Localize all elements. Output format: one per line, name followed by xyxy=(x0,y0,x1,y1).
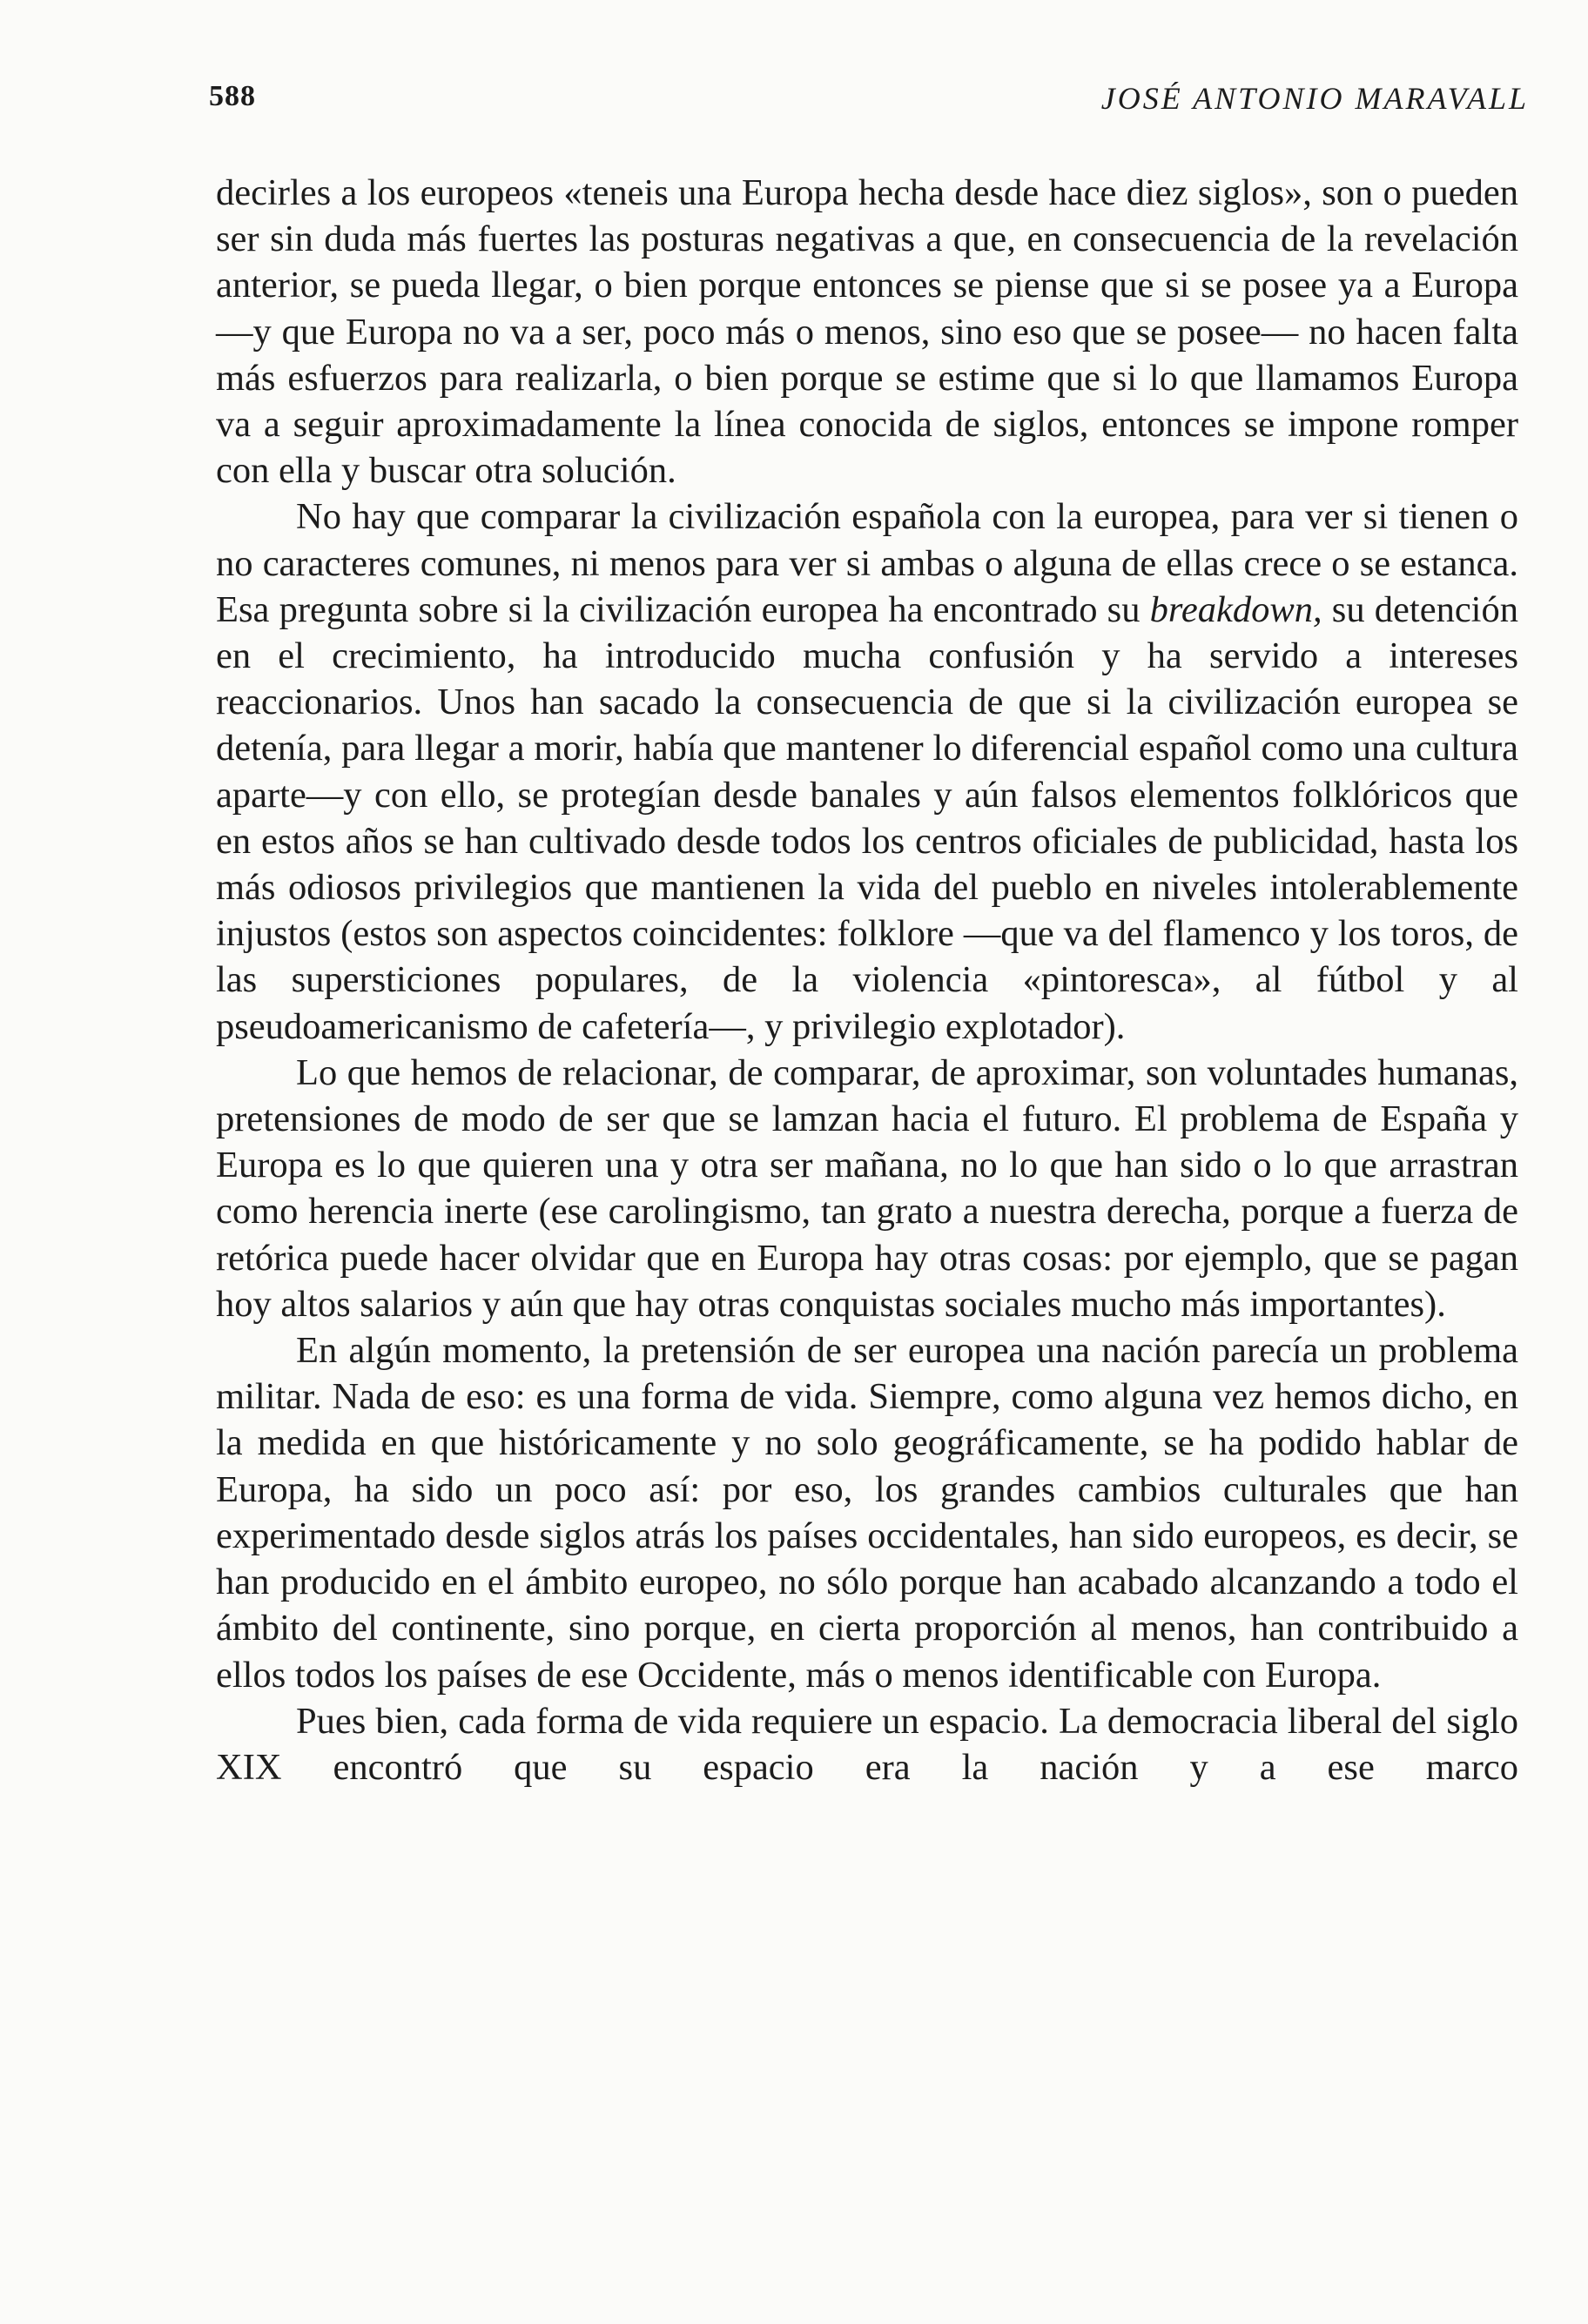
page-number: 588 xyxy=(209,80,256,112)
paragraph-text: No hay que comparar la civilización española con la europea, para ver si tienen o no caracteres comunes, ni menos para ver si ambas o alguna de ellas crece o se estanca. Esa pregunta sobre si la civilización europea ha encontrado su xyxy=(216,496,1518,630)
paragraph-5 xyxy=(216,1698,1518,1790)
paragraph-text: Lo que hemos de relacionar, de comparar, de aproximar, son voluntades humanas, pretensiones de modo de ser que se lamzan hacia el futuro. El problema de España y Europa es lo que quieren una y otra ser mañana, no lo que han sido o lo que arrastran como herencia inerte (ese carolingismo, tan grato a nuestra derecha, porque a fuerza de retórica puede hacer olvidar que en Europa hay otras cosas: por ejemplo, que se pagan hoy altos salarios y aún que hay otras conquistas sociales mucho más importantes). xyxy=(216,1051,1518,1325)
italic-term: breakdown, xyxy=(1149,588,1322,630)
paragraph-text: En algún momento, la pretensión de ser europea una nación parecía un problema militar. Nada de eso: es una forma de vida. Siempre, como alguna vez hemos dicho, en la medida en que históricamente y no solo geográficamente, se ha podido hablar de Europa, ha sido un poco así: por eso, los grandes cambios culturales que han experimentado desde siglos atrás los países occidentales, han sido europeos, es decir, se han producido en el ámbito europeo, no sólo porque han acabado alcanzando a todo el ámbito del continente, sino porque, en cierta proporción al menos, han contribuido a ellos todos los países de ese Occidente, más o menos identificable con Europa. xyxy=(216,1330,1518,1696)
paragraph-text: decirles a los europeos «teneis una Europa hecha desde hace diez siglos», son o pueden ser sin duda más fuertes las posturas negativas a que, en consecuencia de la revelación anterior, se pueda llegar, o bien porque entonces se piense que si se posee ya a Europa —y que Europa no va a ser, poco más o menos, sino eso que se posee— no hacen falta más esfuerzos para realizarla, o bien porque se estime que si lo que llamamos Europa va a seguir aproximadamente la línea conocida de siglos, entonces se impone romper con ella y buscar otra solución. xyxy=(216,172,1518,492)
paragraph-3 xyxy=(216,1050,1518,1327)
paragraph-2 xyxy=(216,494,1518,1049)
running-head: JOSÉ ANTONIO MARAVALL xyxy=(1100,81,1529,116)
paragraph-text: Pues bien, cada forma de vida requiere un espacio. La democracia liberal del siglo XIX encontró que su espacio era la nación y a ese marco xyxy=(216,1700,1518,1788)
paragraph-1 xyxy=(216,170,1518,494)
page-header xyxy=(209,80,1529,124)
paragraph-4 xyxy=(216,1327,1518,1698)
body-text xyxy=(216,170,1518,1790)
paragraph-text: su detención en el crecimiento, ha introducido mucha confusión y ha servido a intereses reaccionarios. Unos han sacado la consecuencia de que si la civilización europea se detenía, para llegar a morir, había que mantener lo diferencial español como una cultura aparte—y con ello, se protegían desde banales y aún falsos elementos folklóricos que en estos años se han cultivado desde todos los centros oficiales de publicidad, hasta los más odiosos privilegios que mantienen la vida del pueblo en niveles intolerablemente injustos (estos son aspectos coincidentes: folklore —que va del flamenco y los toros, de las supersticiones populares, de la violencia «pintoresca», al fútbol y al pseudoamericanismo de cafetería—, y privilegio explotador). xyxy=(216,588,1518,1047)
